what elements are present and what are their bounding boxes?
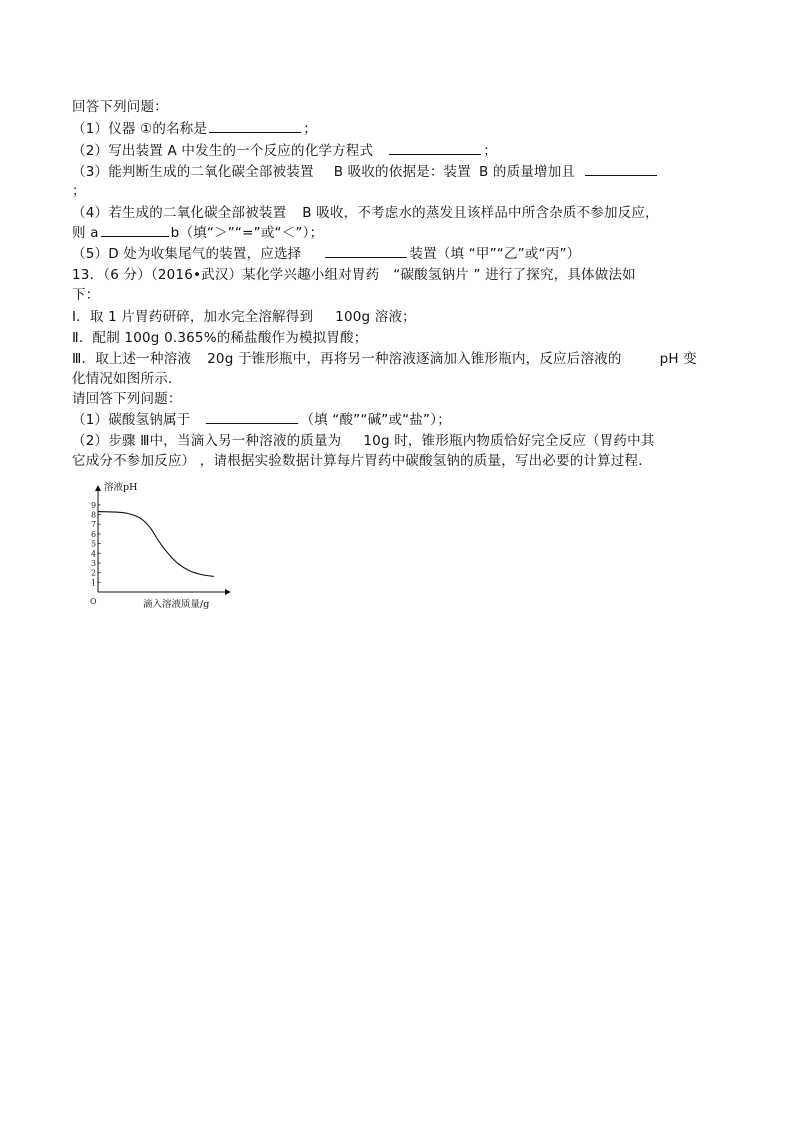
step-3-line2: 化情况如图所示．	[72, 371, 182, 387]
y-tick-label: 7	[91, 520, 97, 530]
step-1: Ⅰ．取 1 片胃药研碎，加水完全溶解得到 100g 溶液；	[72, 309, 416, 325]
answer-blank[interactable]	[389, 142, 481, 155]
sub-question-2-line2: 它成分不参加反应） ，请根据实验数据计算每片胃药中碳酸氢钠的质量，写出必要的计算过程．	[72, 453, 652, 469]
sub-question-2: （2）步骤 Ⅲ中，当滴入另一种溶液的质量为 10g 时，锥形瓶内物质恰好完全反应（胃药中其	[72, 433, 655, 449]
question-4-line2: 则 a b（填“＞”“=”或“＜”）；	[72, 225, 324, 241]
y-tick-label: 4	[91, 549, 97, 559]
step-2: Ⅱ．配制 100g 0.365%的稀盐酸作为模拟胃酸；	[72, 330, 368, 346]
y-axis-label: 溶液pH	[104, 482, 138, 493]
problem-13: 13．（6 分）（2016•武汉）某化学兴趣小组对胃药 “碳酸氢钠片 ” 进行了探究，具体做法如	[72, 267, 636, 283]
question-1: （1）仪器 ①的名称是 ；	[72, 121, 317, 137]
y-tick-label: 6	[91, 529, 97, 539]
y-tick-label: 1	[91, 578, 97, 588]
ph-chart	[88, 480, 234, 612]
question-3: （3）能判断生成的二氧化碳全部被装置 B 吸收的依据是：装置 B 的质量增加且	[72, 163, 659, 181]
step-3: Ⅲ．取上述一种溶液 20g 于锥形瓶中，再将另一种溶液逐滴加入锥形瓶内，反应后溶液的 pH 变	[72, 351, 697, 367]
question-3-cont: ；	[72, 183, 86, 199]
x-axis-label: 滴入溶液质量/g	[143, 599, 210, 610]
question-4: （4）若生成的二氧化碳全部被装置 B 吸收，不考虑水的蒸发且该样品中所含杂质不参加反应，	[72, 205, 659, 221]
answer-intro: 回答下列问题：	[72, 99, 168, 115]
ph-curve-series	[98, 512, 214, 577]
question-5: （5）D 处为收集尾气的装置，应选择 装置（填 “甲”“乙”或“丙”）	[72, 246, 581, 262]
answer-blank[interactable]	[209, 120, 301, 133]
y-tick-label: 2	[91, 568, 97, 578]
answer-blank[interactable]	[101, 224, 169, 237]
y-ticks	[91, 501, 101, 587]
y-tick-label: 3	[91, 558, 97, 568]
answer-blank[interactable]	[206, 411, 298, 424]
problem-13-line2: 下：	[72, 287, 100, 303]
question-2: （2）写出装置 A 中发生的一个反应的化学方程式 ；	[72, 143, 497, 159]
ask-heading: 请回答下列问题：	[72, 391, 182, 407]
answer-blank[interactable]	[585, 163, 657, 176]
origin-label: O	[90, 597, 97, 606]
y-tick-label: 9	[91, 500, 97, 510]
answer-blank[interactable]	[325, 245, 407, 258]
sub-question-1: （1）碳酸氢钠属于 （填 “酸”“碱”或“盐”）；	[72, 412, 451, 428]
ph-chart-svg	[88, 480, 234, 612]
y-tick-label: 5	[91, 539, 97, 549]
y-tick-label: 8	[91, 510, 97, 520]
